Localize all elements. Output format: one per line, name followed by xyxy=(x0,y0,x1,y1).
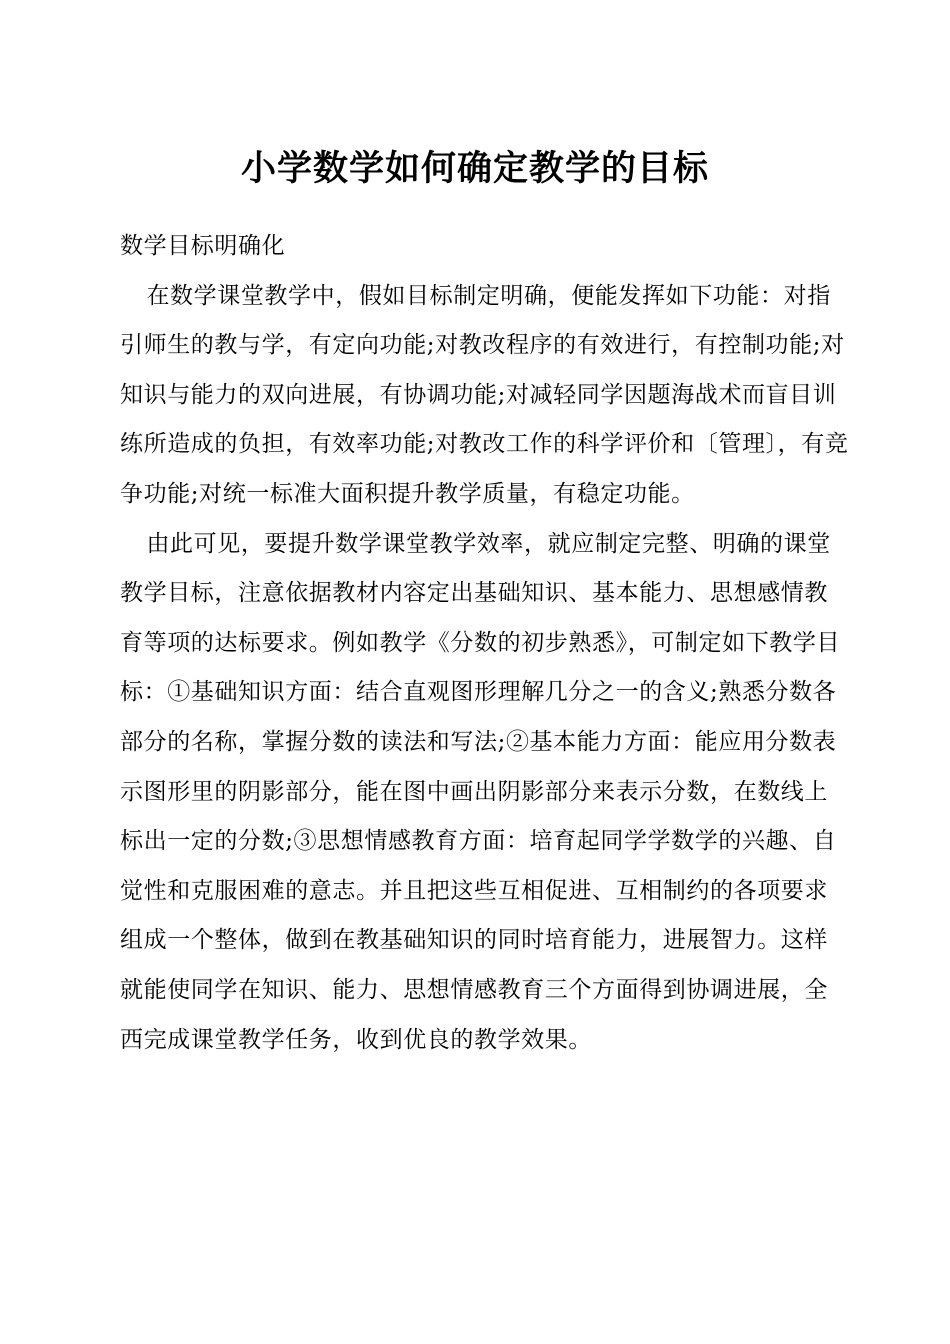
paragraph-goals-example: 由此可见，要提升数学课堂教学效率，就应制定完整、明确的课堂教学目标，注意依据教材内容定出基础知识、基本能力、思想感情教育等项的达标要求。例如教学《分数的初步熟悉》，可制定如下教学目标：①基础知识方面：结合直观图形理解几分之一的含义;熟悉分数各部分的名称，掌握分数的读法和写法;②基本能力方面：能应用分数表示图形里的阴影部分，能在图中画出阴影部分来表示分数，在数线上标出一定的分数;③思想情感教育方面：培育起同学学数学的兴趣、自觉性和克服困难的意志。并且把这些互相促进、互相制约的各项要求组成一个整体，做到在教基础知识的同时培育能力，进展智力。这样就能使同学在知识、能力、思想情感教育三个方面得到协调进展，全西完成课堂教学任务，收到优良的教学效果。 xyxy=(120,530,841,1053)
document-body xyxy=(120,222,850,1065)
section-heading: 数学目标明确化 xyxy=(120,233,286,259)
paragraph-functions: 在数学课堂教学中，假如目标制定明确，便能发挥如下功能：对指引师生的教与学，有定向功能;对教改程序的有效进行，有控制功能;对知识与能力的双向进展，有协调功能;对减轻同学因题海战术而盲目训练所造成的负担，有效率功能;对教改工作的科学评价和〔管理〕，有竞争功能;对统一标准大面积提升教学质量，有稳定功能。 xyxy=(120,282,849,507)
document-title: 小学数学如何确定教学的目标 xyxy=(240,148,709,189)
